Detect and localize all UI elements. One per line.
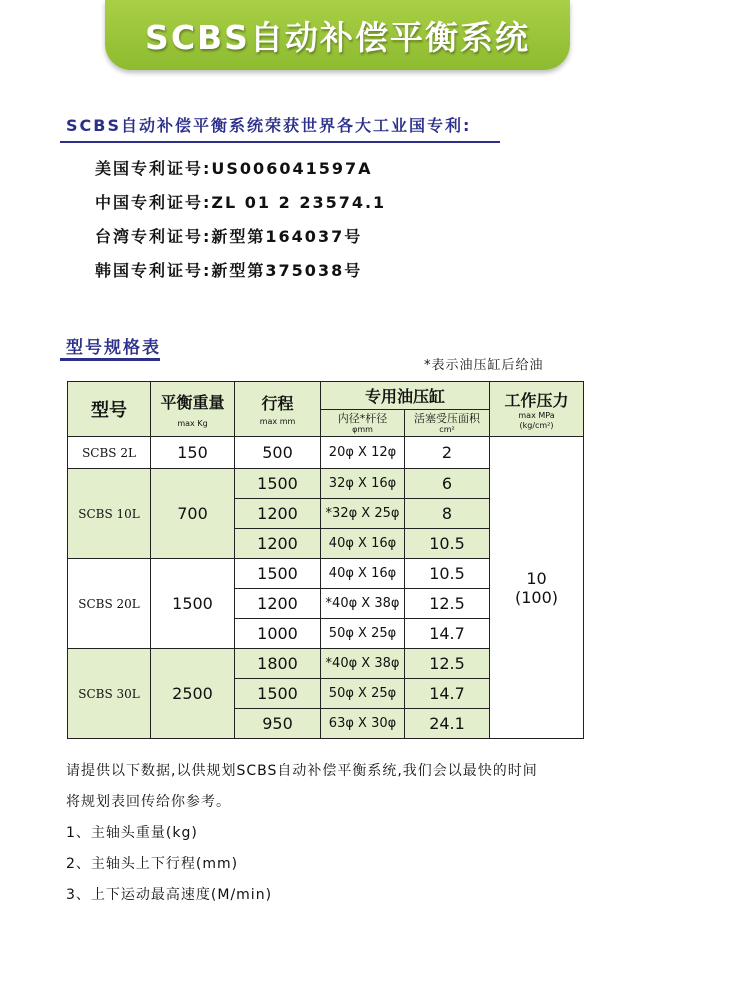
header-model: 型号 (68, 382, 151, 437)
bore-cell: *40φ X 38φ (321, 649, 405, 679)
area-cell: 12.5 (405, 589, 490, 619)
bore-cell: 20φ X 12φ (321, 437, 405, 469)
patent-list (95, 152, 386, 288)
spec-heading: 型号规格表 (66, 338, 161, 358)
request-item: 1、主轴头重量(kg) (66, 825, 198, 841)
stroke-cell: 500 (235, 437, 321, 469)
header-bore: 内径*杆径 φmm (321, 410, 405, 437)
patent-value: US006041597A (211, 159, 373, 178)
header-weight: 平衡重量 max Kg (151, 382, 235, 437)
stroke-cell: 1500 (235, 469, 321, 499)
stroke-cell: 1200 (235, 529, 321, 559)
bore-cell: 50φ X 25φ (321, 679, 405, 709)
patent-divider (60, 141, 500, 143)
patent-row (95, 152, 386, 186)
weight-cell: 1500 (151, 559, 235, 649)
request-item: 3、上下运动最高速度(M/min) (66, 887, 273, 903)
area-cell: 14.7 (405, 679, 490, 709)
area-cell: 12.5 (405, 649, 490, 679)
stroke-cell: 1000 (235, 619, 321, 649)
patent-heading: SCBS自动补偿平衡系统荣获世界各大工业国专利: (66, 116, 472, 135)
request-intro-line1: 请提供以下数据,以供规划SCBS自动补偿平衡系统,我们会以最快的时间 (66, 763, 538, 779)
patent-label: 美国专利证号: (95, 159, 212, 178)
header-stroke: 行程 max mm (235, 382, 321, 437)
pressure-cell: 10 (100) (490, 437, 584, 739)
model-cell: SCBS 30L (68, 649, 151, 739)
header-cylinder: 专用油压缸 (321, 382, 490, 410)
bore-cell: 63φ X 30φ (321, 709, 405, 739)
bore-cell: 50φ X 25φ (321, 619, 405, 649)
stroke-cell: 1200 (235, 589, 321, 619)
patent-value: 新型第375038号 (211, 261, 363, 280)
area-cell: 6 (405, 469, 490, 499)
spec-table (67, 381, 584, 739)
stroke-cell: 1200 (235, 499, 321, 529)
stroke-cell: 1800 (235, 649, 321, 679)
patent-row (95, 254, 386, 288)
weight-cell: 700 (151, 469, 235, 559)
patent-row (95, 220, 386, 254)
patent-row (95, 186, 386, 220)
model-cell: SCBS 10L (68, 469, 151, 559)
patent-label: 台湾专利证号: (95, 227, 212, 246)
area-cell: 10.5 (405, 529, 490, 559)
weight-cell: 2500 (151, 649, 235, 739)
request-intro-line2: 将规划表回传给你参考。 (66, 794, 231, 810)
bore-cell: 40φ X 16φ (321, 559, 405, 589)
bore-cell: 32φ X 16φ (321, 469, 405, 499)
banner-title: SCBS自动补偿平衡系统 (145, 17, 530, 57)
request-section (66, 756, 538, 911)
patent-value: ZL 01 2 23574.1 (211, 193, 387, 212)
patent-label: 中国专利证号: (95, 193, 212, 212)
request-item: 2、主轴头上下行程(mm) (66, 856, 239, 872)
stroke-cell: 1500 (235, 559, 321, 589)
title-banner (105, 0, 570, 70)
header-area: 活塞受压面积 cm² (405, 410, 490, 437)
bore-cell: *32φ X 25φ (321, 499, 405, 529)
area-cell: 10.5 (405, 559, 490, 589)
stroke-cell: 950 (235, 709, 321, 739)
patent-label: 韩国专利证号: (95, 261, 212, 280)
bore-cell: 40φ X 16φ (321, 529, 405, 559)
spec-heading-underline (60, 358, 160, 361)
weight-cell: 150 (151, 437, 235, 469)
model-cell: SCBS 20L (68, 559, 151, 649)
header-pressure: 工作压力 max MPa (kg/cm²) (490, 382, 584, 437)
area-cell: 14.7 (405, 619, 490, 649)
area-cell: 24.1 (405, 709, 490, 739)
bore-cell: *40φ X 38φ (321, 589, 405, 619)
area-cell: 8 (405, 499, 490, 529)
stroke-cell: 1500 (235, 679, 321, 709)
spec-note: *表示油压缸后给油 (424, 358, 544, 373)
patent-value: 新型第164037号 (211, 227, 363, 246)
model-cell: SCBS 2L (68, 437, 151, 469)
area-cell: 2 (405, 437, 490, 469)
